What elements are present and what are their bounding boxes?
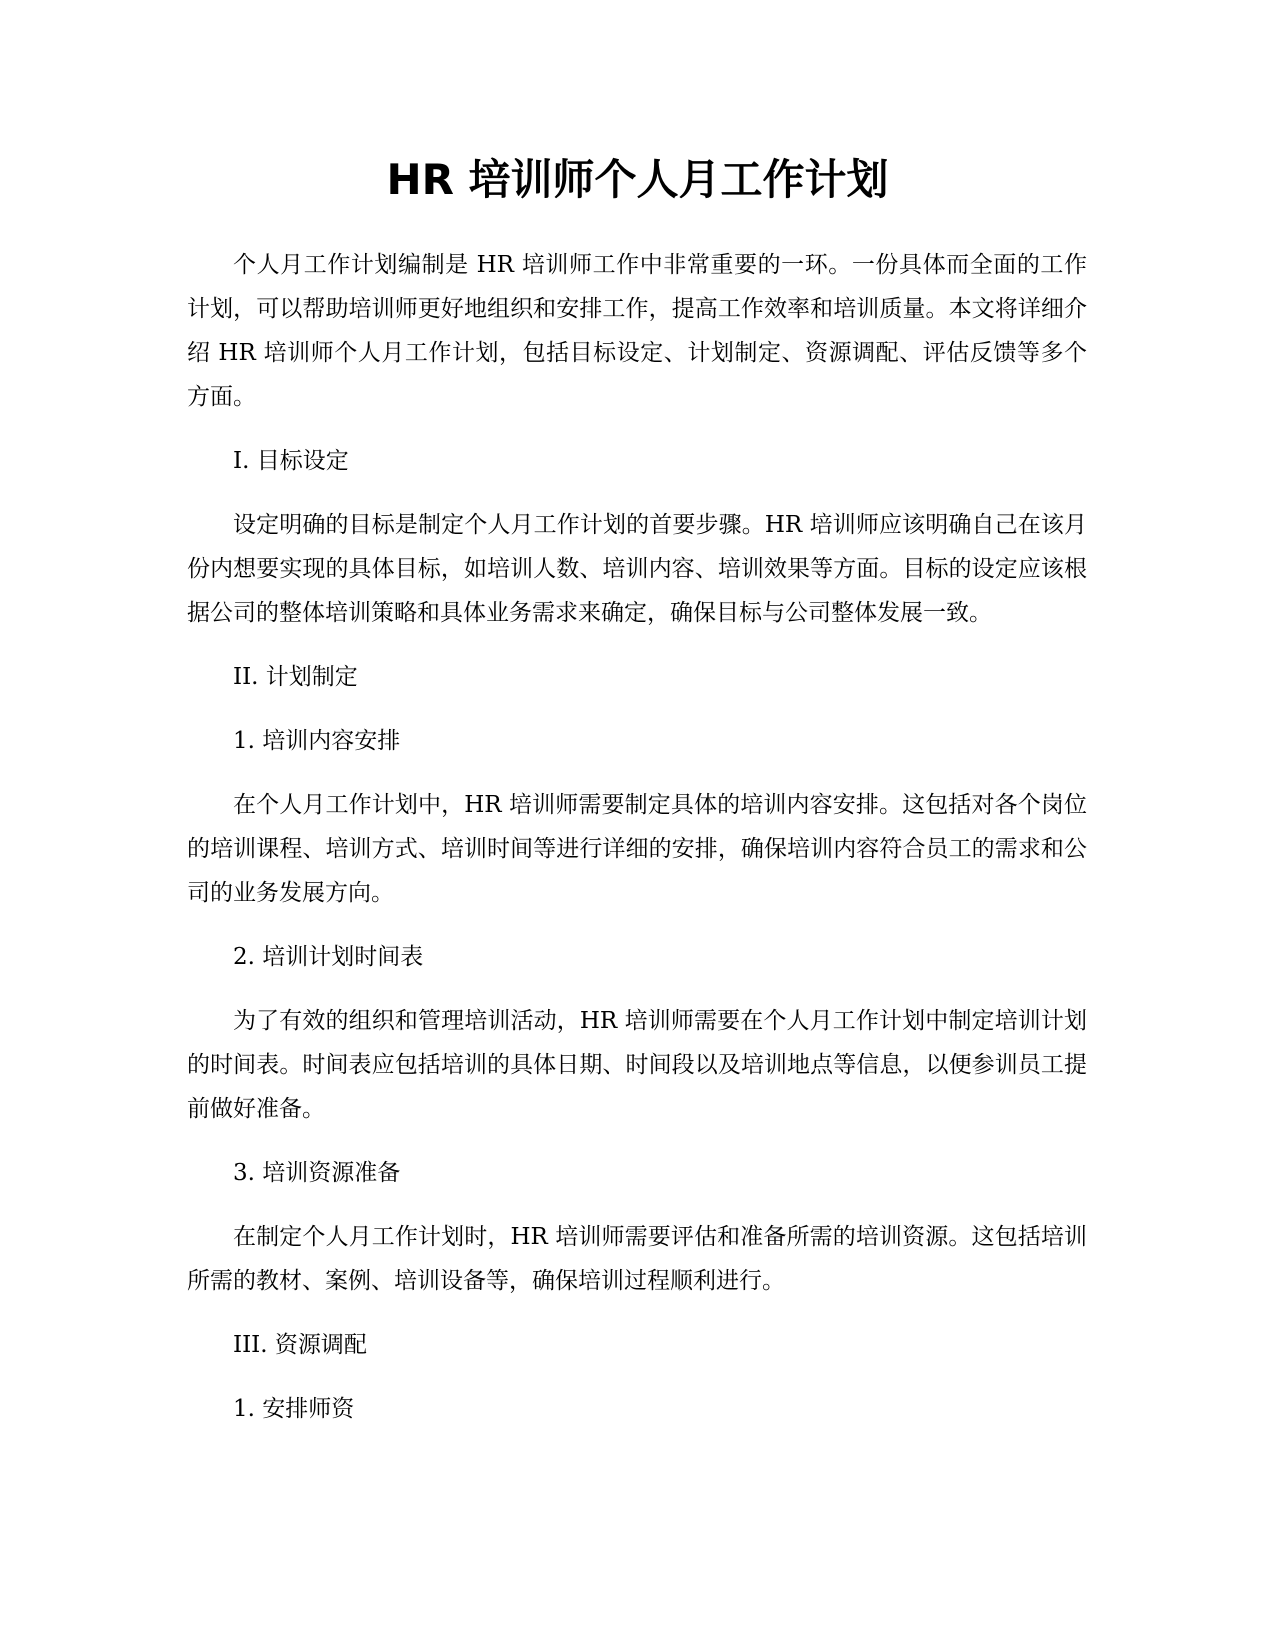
section-heading-plan-making: II. 计划制定 bbox=[233, 664, 358, 690]
subheading-training-content: 1. 培训内容安排 bbox=[233, 728, 401, 754]
subheading-training-schedule: 2. 培训计划时间表 bbox=[233, 944, 424, 970]
training-content-paragraph: 在个人月工作计划中，HR 培训师需要制定具体的培训内容安排。这包括对各个岗位的培训课程、培训方式、培训时间等进行详细的安排，确保培训内容符合员工的需求和公司的业务发展方向。 bbox=[187, 792, 1087, 906]
goal-setting-paragraph: 设定明确的目标是制定个人月工作计划的首要步骤。HR 培训师应该明确自己在该月份内想要实现的具体目标，如培训人数、培训内容、培训效果等方面。目标的设定应该根据公司的整体培训策略和具体业务需求来确定，确保目标与公司整体发展一致。 bbox=[187, 512, 1087, 626]
intro-paragraph: 个人月工作计划编制是 HR 培训师工作中非常重要的一环。一份具体而全面的工作计划，可以帮助培训师更好地组织和安排工作，提高工作效率和培训质量。本文将详细介绍 HR 培训师个人月工作计划，包括目标设定、计划制定、资源调配、评估反馈等多个方面。 bbox=[187, 252, 1087, 410]
subheading-arrange-instructors: 1. 安排师资 bbox=[233, 1396, 355, 1422]
document-body bbox=[187, 243, 1087, 1431]
training-resources-paragraph: 在制定个人月工作计划时，HR 培训师需要评估和准备所需的培训资源。这包括培训所需的教材、案例、培训设备等，确保培训过程顺利进行。 bbox=[187, 1224, 1087, 1294]
subheading-training-resources: 3. 培训资源准备 bbox=[233, 1160, 401, 1186]
section-heading-resource-allocation: III. 资源调配 bbox=[233, 1332, 367, 1358]
section-heading-goal-setting: I. 目标设定 bbox=[233, 448, 349, 474]
document-title: HR 培训师个人月工作计划 bbox=[386, 155, 889, 204]
training-schedule-paragraph: 为了有效的组织和管理培训活动，HR 培训师需要在个人月工作计划中制定培训计划的时间表。时间表应包括培训的具体日期、时间段以及培训地点等信息，以便参训员工提前做好准备。 bbox=[187, 1008, 1087, 1122]
